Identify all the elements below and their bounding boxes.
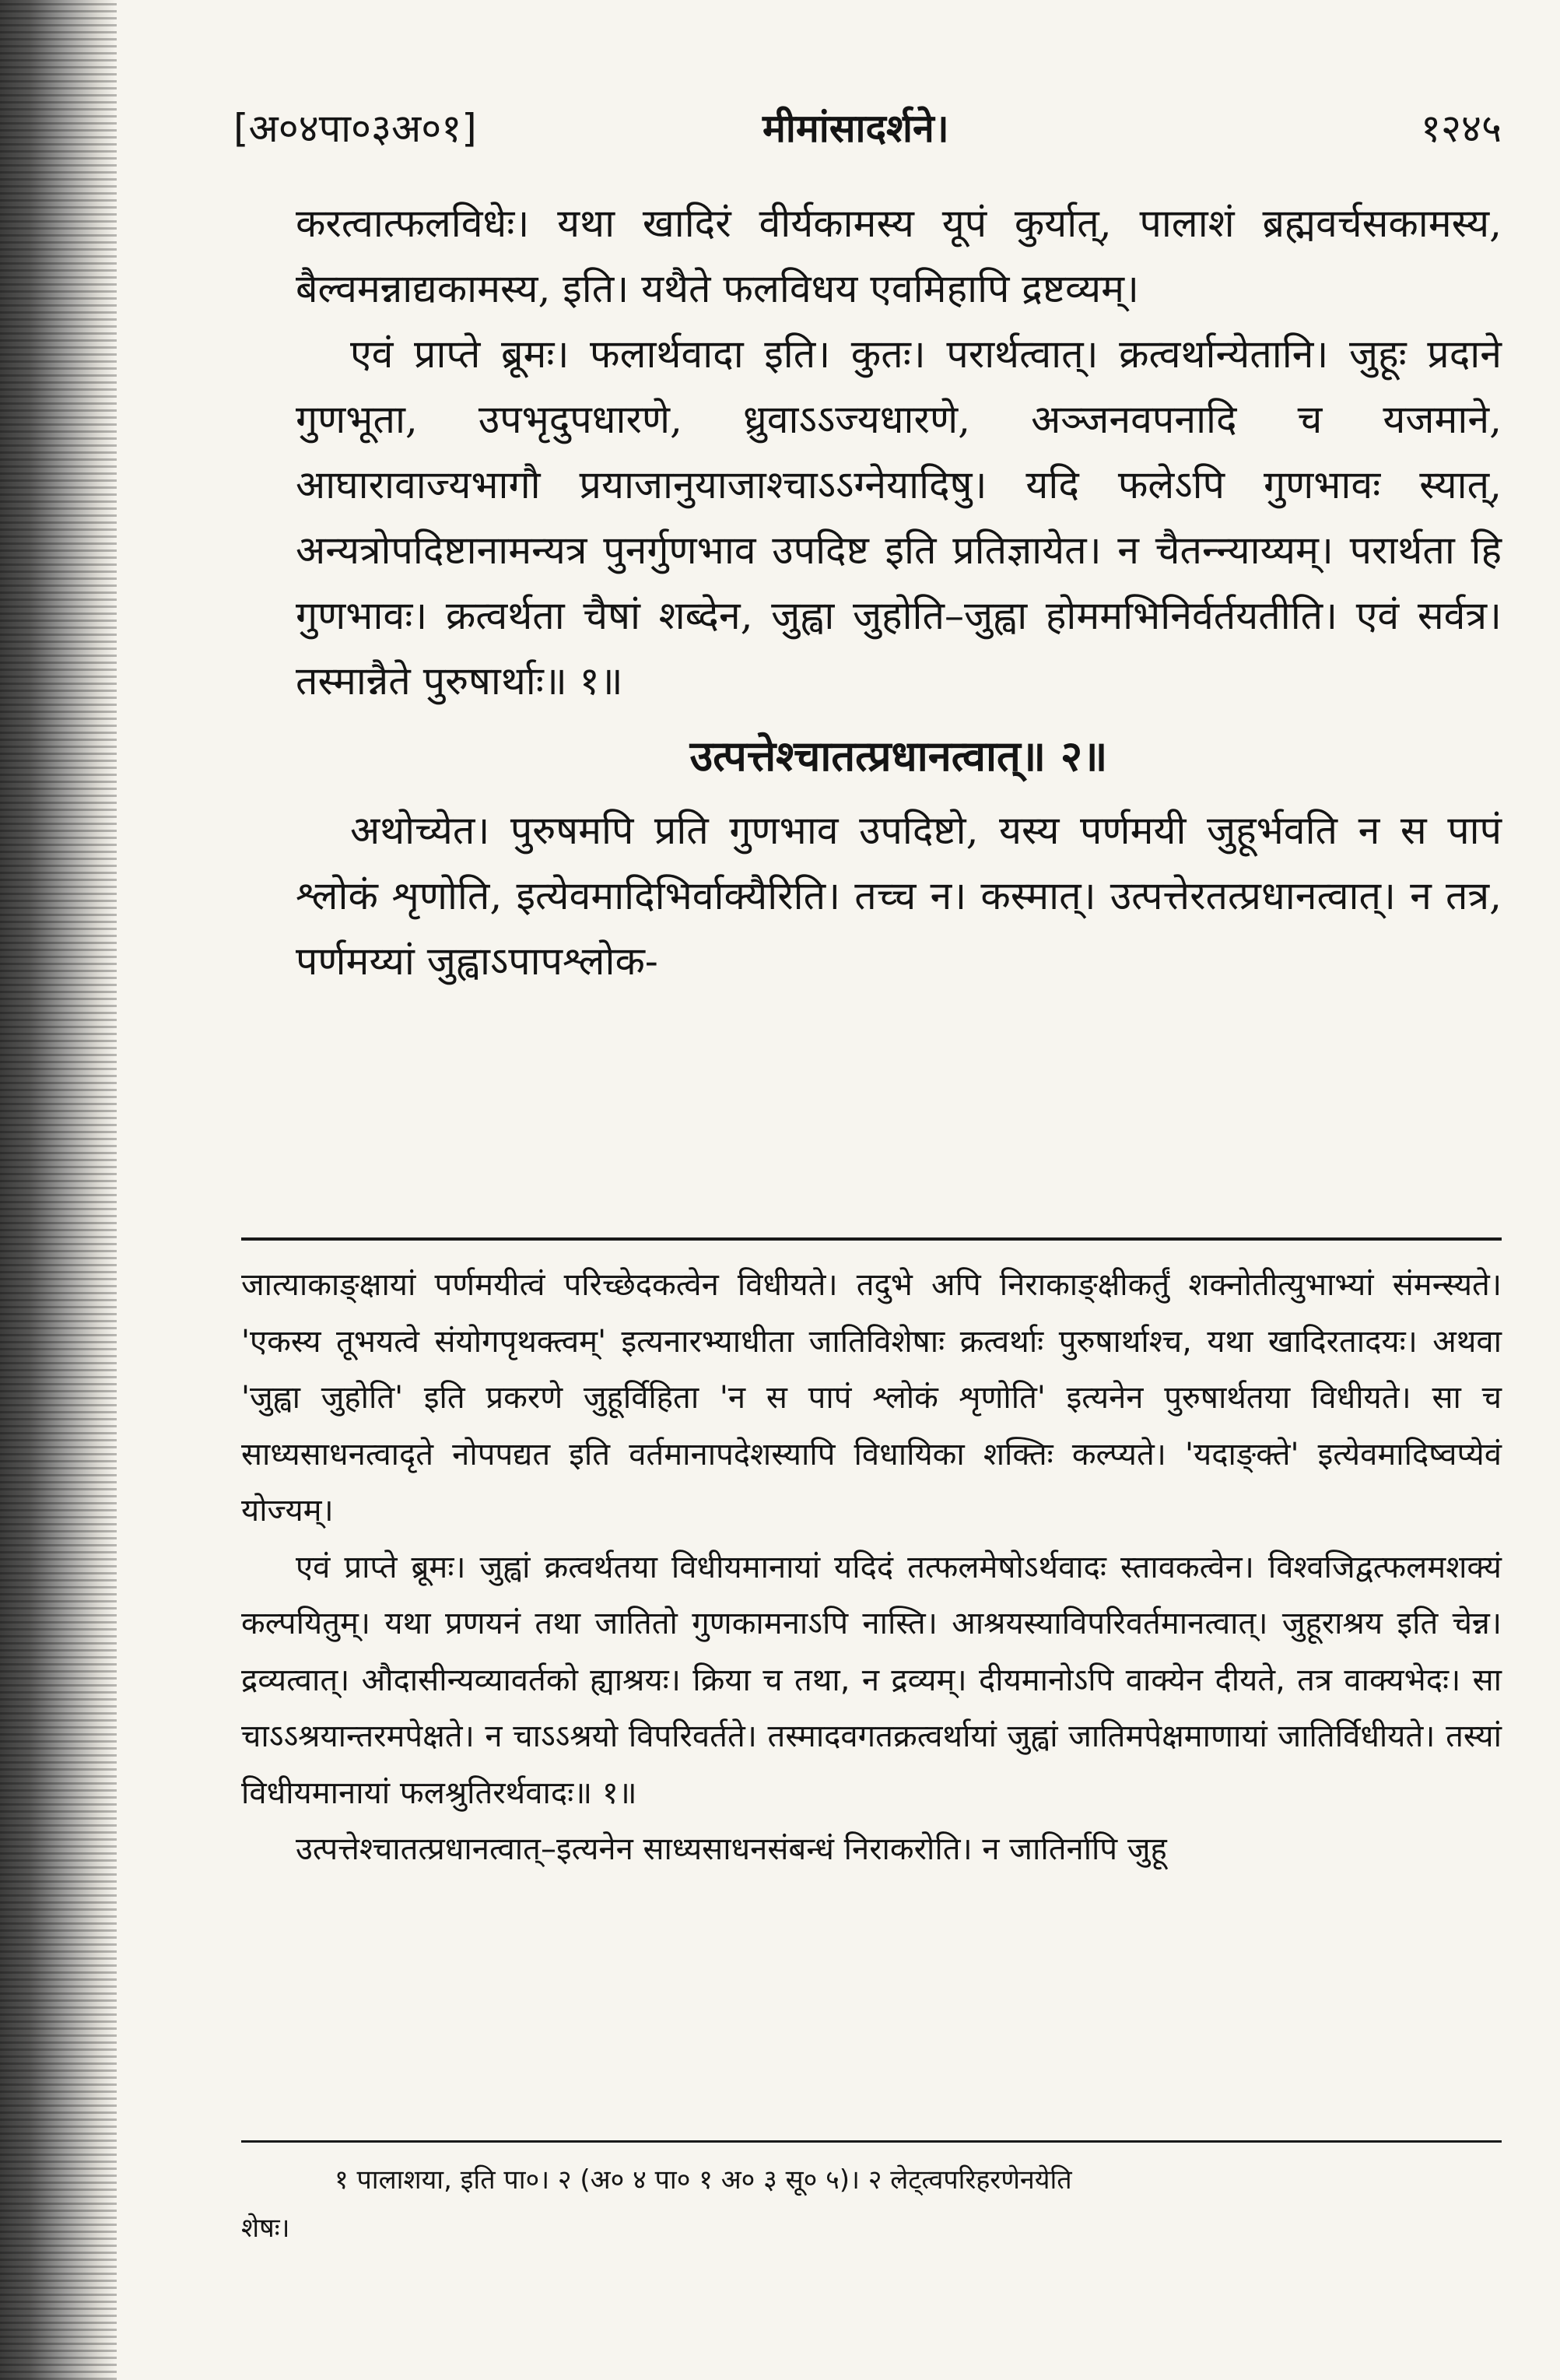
main-paragraph-2: एवं प्राप्ते ब्रूमः। फलार्थवादा इति। कुतः। परार्थत्वात्। क्रत्वर्थान्येतानि। जुहूः प्रदाने गुणभूता, उपभृदुपधारणे, ध्रुवाऽऽज्यधारणे, अञ्जनवपनादि च यजमाने, आघारावाज्यभागौ प्रयाजानुयाजाश्चाऽऽग्नेयादिषु। यदि फलेऽपि गुणभावः स्यात्, अन्यत्रोपदिष्टानामन्यत्र पुनर्गुणभाव उपदिष्ट इति प्रतिज्ञायेत। न चैतन्न्याय्यम्। परार्थता हि गुणभावः। क्रत्वर्थता चैषां शब्देन, जुह्वा जुहोति–जुह्वा होममभिनिर्वर्तयतीति। एवं सर्वत्र। तस्मान्नैते पुरुषार्थाः॥ १॥ [296,332,1502,704]
footnote-line-1: १ पालाशया, इति पा०। २ (अ० ४ पा० १ अ० ३ सू० ५)। २ लेट्त्वपरिहरणेनयेति [335,2164,1072,2196]
footnote-divider [241,2140,1502,2143]
page-header [233,93,1502,163]
main-paragraph-1: करत्वात्फलविधेः। यथा खादिरं वीर्यकामस्य यूपं कुर्यात्, पालाशं ब्रह्मवर्चसकामस्य, बैल्वमन्नाद्यकामस्य, इति। यथैते फलविधय एवमिहापि द्रष्टव्यम्। [296,201,1502,311]
footnote [241,2156,1502,2252]
section-reference: [अ०४पा०३अ०१] [233,106,477,151]
commentary-paragraph-1: जात्याकाङ्क्षायां पर्णमयीत्वं परिच्छेदकत्वेन विधीयते। तदुभे अपि निराकाङ्क्षीकर्तुं शक्नोतीत्युभाभ्यां संमन्स्यते। 'एकस्य तूभयत्वे संयोगपृथक्त्वम्' इत्यनारभ्याधीता जातिविशेषाः क्रत्वर्थाः पुरुषार्थाश्च, यथा खादिरतादयः। अथवा 'जुह्वा जुहोति' इति प्रकरणे जुहूर्विहिता 'न स पापं श्लोकं शृणोति' इत्यनेन पुरुषार्थतया विधीयते। सा च साध्यसाधनत्वादृते नोपपद्यत इति वर्तमानापदेशस्यापि विधायिका शक्तिः कल्प्यते। 'यदाङ्क्ते' इत्येवमादिष्वप्येवं योज्यम्। [241,1267,1502,1529]
spine-texture [0,0,117,2380]
main-paragraph-3: अथोच्येत। पुरुषमपि प्रति गुणभाव उपदिष्टो, यस्य पर्णमयी जुहूर्भवति न स पापं श्लोकं शृणोति, इत्येवमादिभिर्वाक्यैरिति। तच्च न। कस्मात्। उत्पत्तेरतत्प्रधानत्वात्। न तत्र, पर्णमय्यां जुह्वाऽपापश्लोक- [296,808,1502,984]
sutra-heading: उत्पत्तेश्चातत्प्रधानत्वात्॥ २॥ [689,731,1108,781]
main-text [296,191,1502,994]
commentary-divider [241,1237,1502,1241]
running-title: मीमांसादर्शने। [762,106,949,151]
commentary-paragraph-2: एवं प्राप्ते ब्रूमः। जुह्वां क्रत्वर्थतया विधीयमानायां यदिदं तत्फलमेषोऽर्थवादः स्तावकत्वेन। विश्वजिद्वत्फलमशक्यं कल्पयितुम्। यथा प्रणयनं तथा जातितो गुणकामनाऽपि नास्ति। आश्रयस्याविपरिवर्तमानत्वात्। जुहूराश्रय इति चेन्न। द्रव्यत्वात्। औदासीन्यव्यावर्तको ह्याश्रयः। क्रिया च तथा, न द्रव्यम्। दीयमानोऽपि वाक्येन दीयते, तत्र वाक्यभेदः। सा चाऽऽश्रयान्तरमपेक्षते। न चाऽऽश्रयो विपरिवर्तते। तस्मादवगतक्रत्वर्थायां जुह्वां जातिमपेक्षमाणायां जातिर्विधीयते। तस्यां विधीयमानायां फलश्रुतिरर्थवादः॥ १॥ [241,1549,1502,1811]
commentary-paragraph-3: उत्पत्तेश्चातत्प्रधानत्वात्–इत्यनेन साध्यसाधनसंबन्धं निराकरोति। न जातिर्नापि जुहू [296,1831,1167,1867]
commentary-text [241,1257,1502,1878]
footnote-line-2: शेषः। [241,2213,290,2244]
page-number: १२४५ [1421,106,1502,151]
